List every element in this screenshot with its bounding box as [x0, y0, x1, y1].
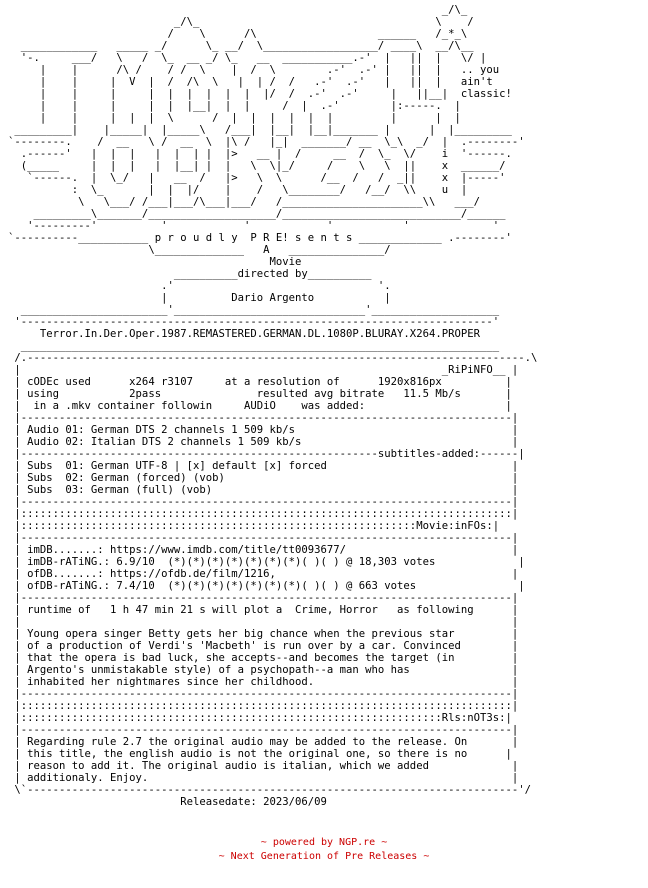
nfo-line: | additionaly. Enjoy. | [8, 772, 519, 784]
nfo-line: | cODEc used x264 r3107 at a resolution of 1920x816px | [8, 376, 512, 388]
nfo-line: | Regarding rule 2.7 the original audio may be added to the release. On | [8, 736, 519, 748]
nfo-line: | Audio 02: Italian DTS 2 channels 1 509 kb/s | [8, 436, 519, 448]
nfo-line: (_____ | | | | |__| | | \ \|_/ / \ \ || x ______/ [8, 160, 506, 172]
nfo-line: | Subs 03: German (full) (vob) | [8, 484, 519, 496]
nfo-line: \ \___/ /___|___/\___|___/ /______________________\\ ___/ [8, 196, 480, 208]
nfo-line: Movie [8, 256, 302, 268]
nfo-line: | | | | | |__| | | / | .-' |:-----. | [8, 100, 461, 112]
nfo-line: |:::::::::::::::::::::::::::::::::::::::::::::::::::::::::::::::::::::::::::::| [8, 508, 519, 520]
nfo-line: \______________ A _______________/ [8, 244, 391, 256]
nfo-line: /.------------------------------------------------------------------------------.\ [8, 352, 538, 364]
nfo-line: |-----------------------------------------------------------------------------| [8, 724, 519, 736]
nfo-line: .------' | | | | | | | |> __ | / __ / \_ \/ i '------. [8, 148, 512, 160]
nfo-line: | of a production of Verdi's 'Macbeth' is run over by a car. Convinced | [8, 640, 519, 652]
nfo-line: | Argento's unmistakable style) of a psychopath--a man who has | [8, 664, 519, 676]
nfo-line: | Dario Argento | [8, 292, 391, 304]
nfo-line: `------. | \_/ | __ / |> \ \ /__ / / _|| x |-----' [8, 172, 506, 184]
nfo-line: | Subs 01: German UTF-8 | [x] default [x] forced | [8, 460, 519, 472]
footer-powered-by: ~ powered by NGP.re ~ [260, 837, 388, 848]
nfo-line: Terror.In.Der.Oper.1987.REMASTERED.GERMAN.DL.1080P.BLURAY.X264.PROPER [8, 328, 480, 340]
nfo-line: `--------. / __ \ / __ \ |\ / |_| _______/ __ \_\ _/ | .--------' [8, 136, 525, 148]
nfo-line: |-----------------------------------------------------------------------------| [8, 688, 519, 700]
nfo-line: |-----------------------------------------------------------------------------| [8, 592, 519, 604]
nfo-line: |-----------------------------------------------------------------------------| [8, 412, 519, 424]
nfo-line: |::::::::::::::::::::::::::::::::::::::::::::::::::::::::::::::::::Rls:nOT3s:| [8, 712, 512, 724]
nfo-line: | Young opera singer Betty gets her big chance when the previous star | [8, 628, 519, 640]
nfo-line: | inhabited her nightmares since her childhood. | [8, 676, 519, 688]
nfo-line: _________| |_____| |_____\ /___| |__| |__|_______ | | |_________ [8, 124, 512, 136]
nfo-line: | | /\ / / / \ | / \ .-' .-' | || | .. you [8, 64, 500, 76]
nfo-line: | | [8, 616, 519, 628]
nfo-line: | runtime of 1 h 47 min 21 s will plot a Crime, Horror as following | [8, 604, 519, 616]
nfo-line: Releasedate: 2023/06/09 [8, 796, 327, 808]
nfo-line: | Subs 02: German (forced) (vob) | [8, 472, 519, 484]
nfo-line: |::::::::::::::::::::::::::::::::::::::::::::::::::::::::::::::Movie:inFOs:| [8, 520, 500, 532]
nfo-line: _________\_______/____________________/____________________________/______ [8, 208, 506, 220]
nfo-line: _/\_ [8, 4, 468, 16]
nfo-line: | ofDB-rATiNG.: 7.4/10 (*)(*)(*)(*)(*)(*)(*)( )( ) @ 663 votes | [8, 580, 525, 592]
nfo-line: '--------------------------------------------------------------------------' [8, 316, 500, 328]
nfo-line: _______________________'______________________________'____________________ [8, 304, 500, 316]
nfo-line: | in a .mkv container followin AUDiO was added: | [8, 400, 512, 412]
nfo-line: | _RiPiNFO__ | [8, 364, 519, 376]
nfo-line: | imDB-rATiNG.: 6.9/10 (*)(*)(*)(*)(*)(*)(*)( )( ) @ 18,303 votes | [8, 556, 525, 568]
nfo-line: .' '. [8, 280, 391, 292]
nfo-line: `----------___________ p r o u d l y P R E! s e n t s _____________ .--------' [8, 232, 512, 244]
nfo-line: \`-----------------------------------------------------------------------------'/ [8, 784, 531, 796]
nfo-line: _/\_ \ / [8, 16, 474, 28]
nfo-line: '---------' ' ' ' ' ' [8, 220, 500, 232]
nfo-line: |--------------------------------------------------------subtitles-added:------| [8, 448, 525, 460]
nfo-line: | using 2pass resulted avg bitrate 11.5 Mb/s | [8, 388, 512, 400]
nfo-line: | | | | | \ / | | | | | | | | | [8, 112, 461, 124]
nfo-line: | that the opera is bad luck, she accepts--and becomes the target (in | [8, 652, 519, 664]
nfo-line: / \ /\ ______ /_*_\ [8, 28, 468, 40]
nfo-line: | | | | | | | | | |/ / .-' .-' | ||__| classic! [8, 88, 512, 100]
nfo-line: | Audio 01: German DTS 2 channels 1 509 kb/s | [8, 424, 519, 436]
nfo-line: | imDB.......: https://www.imdb.com/title/tt0093677/ | [8, 544, 519, 556]
nfo-text-viewer [8, 4, 640, 808]
footer-tagline: ~ Next Generation of Pre Releases ~ [218, 851, 430, 862]
nfo-line: ___________________________________________________________________________ [8, 340, 500, 352]
nfo-line: |-----------------------------------------------------------------------------| [8, 496, 519, 508]
nfo-line: '-. ___/ \ / \_ __ _/ \_ __ ___________.-' | || | \/ | [8, 52, 487, 64]
nfo-line: | reason to add it. The original audio is italian, which we added | [8, 760, 519, 772]
nfo-line: ____________ _____ _/ \_ __/ \__________________/ ____\ __/\__ [8, 40, 474, 52]
nfo-line: __________directed by__________ [8, 268, 372, 280]
nfo-line: | | | V | / /\ \ | | / / .-' .-' | || | ain't [8, 76, 493, 88]
nfo-line: |:::::::::::::::::::::::::::::::::::::::::::::::::::::::::::::::::::::::::::::| [8, 700, 519, 712]
nfo-line: | this title, the english audio is not the original one, so there is no | [8, 748, 512, 760]
nfo-line: : \_ | | |/ | / \________/ /__/ \\ u | [8, 184, 468, 196]
nfo-line: |-----------------------------------------------------------------------------| [8, 532, 519, 544]
nfo-line: | ofDB.......: https://ofdb.de/film/1216, | [8, 568, 519, 580]
